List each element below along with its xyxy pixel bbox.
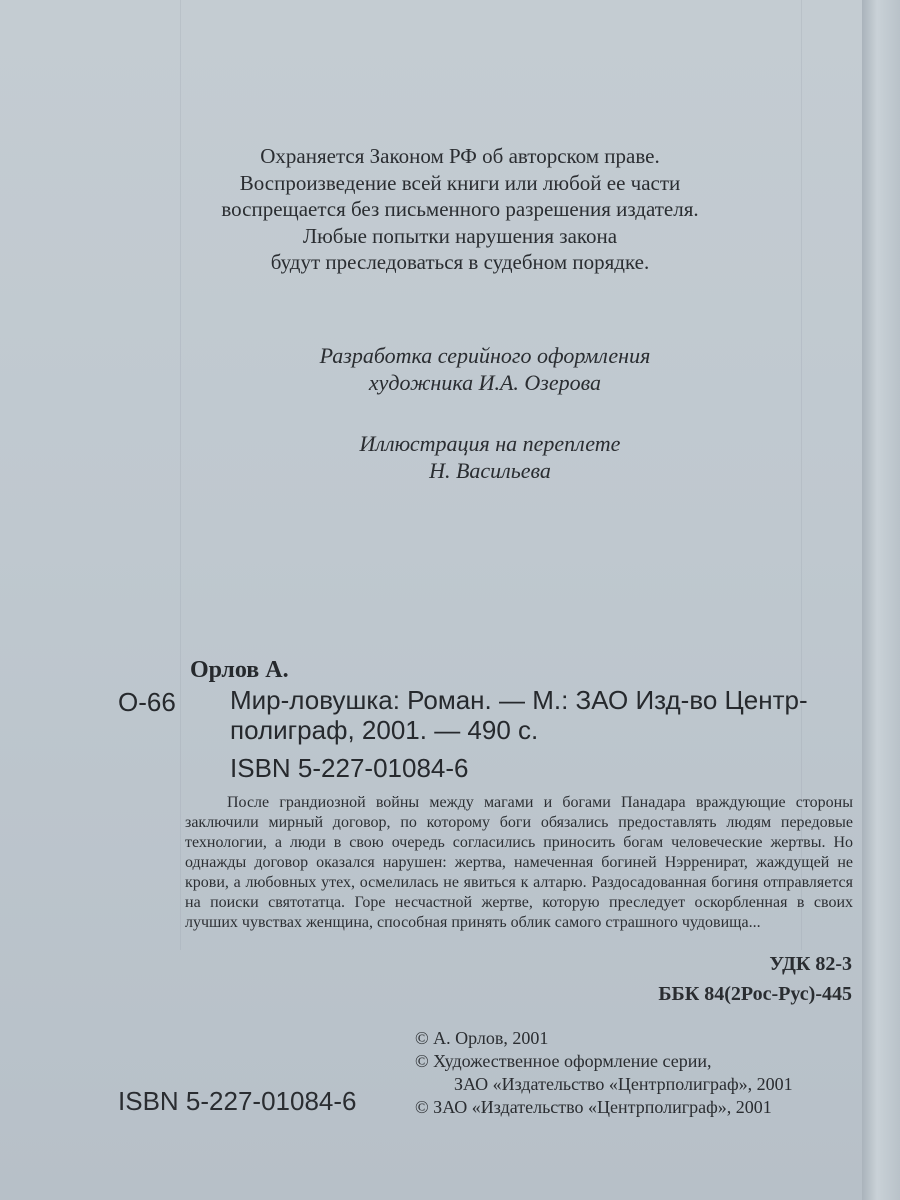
copyright-line: ЗАО «Издательство «Центрполиграф», 2001 [454, 1074, 793, 1094]
notice-line: Воспроизведение всей книги или любой ее части [239, 170, 681, 195]
copyright-notice [150, 143, 770, 276]
copyright-line: © А. Орлов, 2001 [415, 1028, 549, 1048]
notice-line: Любые попытки нарушения закона [302, 223, 618, 248]
udk-code: УДК 82-3 [769, 953, 852, 975]
page-edge [862, 0, 900, 1200]
author-name: Орлов А. [190, 657, 289, 683]
notice-line: будут преследоваться в судебном порядке. [270, 250, 650, 274]
copyright-line: © ЗАО «Издательство «Центрполиграф», 2001 [415, 1097, 772, 1117]
isbn: ISBN 5-227-01084-6 [230, 753, 469, 783]
isbn-bottom: ISBN 5-227-01084-6 [118, 1086, 357, 1116]
credit-line: Разработка серийного оформления [319, 343, 651, 368]
title-line: полиграф, 2001. — 490 с. [230, 715, 539, 745]
copyright-line: © Художественное оформление серии, [415, 1051, 712, 1071]
credit-line: Иллюстрация на переплете [359, 431, 621, 456]
title-line: Мир-ловушка: Роман. — М.: ЗАО Изд-во Центр- [230, 685, 808, 715]
credit-line: художника И.А. Озерова [368, 370, 602, 395]
book-annotation: После грандиозной войны между магами и богами Панадара враждующие стороны заключили мирный договор, по которому боги обязались предоставлять людям передовые технологии, а люди в свою очередь согласились приносить богам человеческие жертвы. Но однажды договор оказался нарушен: жертва, намеченная богиней Нэрренират, жаждущей не крови, а любовных утех, осмелилась не явиться к алтарю. Раздосадованная богиня отправляется на поиски святотатца. Горе несчастной жертве, которую преследует оскорбленная в своих лучших чувствах женщина, способная принять облик самого страшного чудовища... [185, 794, 853, 931]
credit-line: Н. Васильева [429, 458, 551, 483]
cover-illustration-credit [300, 430, 680, 484]
shelf-mark: О-66 [118, 687, 176, 717]
notice-line: Охраняется Законом РФ об авторском праве. [260, 144, 660, 168]
notice-line: воспрещается без письменного разрешения издателя. [221, 197, 699, 221]
bbk-code: ББК 84(2Рос-Рус)-445 [658, 983, 852, 1005]
series-design-credit [250, 342, 720, 396]
copyright-block [415, 1027, 865, 1119]
